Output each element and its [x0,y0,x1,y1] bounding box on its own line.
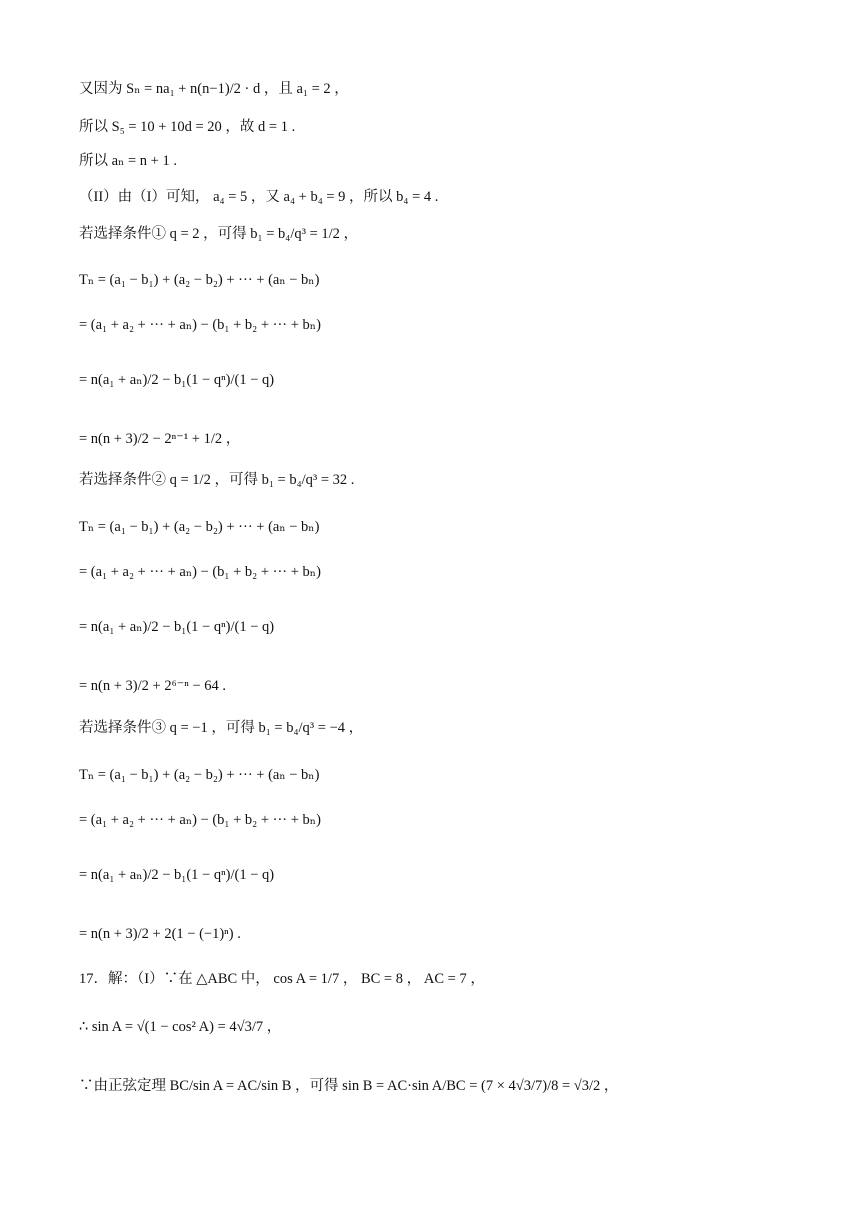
text-line: 所以 aₙ = n + 1 . [79,153,177,169]
text-line: = n(n + 3)/2 + 2⁶⁻ⁿ − 64 . [79,678,227,694]
text-line: 17．解：（I）∵在 △ABC 中， cos A = 1/7 ， BC = 8 ， AC = 7 ， [79,971,485,987]
text-line: = n(n + 3)/2 + 2(1 − (−1)ⁿ) . [79,926,241,942]
text-line: 所以 S₅ = 10 + 10d = 20 ，故 d = 1 . [79,119,296,135]
text-line: = (a₁ + a₂ + ··· + aₙ) − (b₁ + b₂ + ··· + bₙ) [79,317,321,333]
text-line: Tₙ = (a₁ − b₁) + (a₂ − b₂) + ··· + (aₙ − bₙ) [79,272,320,288]
text-line: = n(a₁ + aₙ)/2 − b₁(1 − qⁿ)/(1 − q) [79,867,275,883]
text-line: = n(a₁ + aₙ)/2 − b₁(1 − qⁿ)/(1 − q) [79,619,275,635]
text-line: ∵由正弦定理 BC/sin A = AC/sin B ，可得 sin B = AC·sin A/BC = (7 × 4√3/7)/8 = √3/2 ， [79,1078,619,1094]
text-line: 又因为 Sₙ = na₁ + n(n−1)/2 · d ，且 a₁ = 2 ， [79,81,349,97]
text-line: （II）由（I）可知， a₄ = 5 ，又 a₄ + b₄ = 9 ，所以 b₄ = 4 . [79,189,439,205]
text-line: ∴ sin A = √(1 − cos² A) = 4√3/7 ， [79,1019,282,1035]
text-line: 若选择条件① q = 2 ，可得 b₁ = b₄/q³ = 1/2 ， [79,226,359,242]
text-line: 若选择条件③ q = −1 ，可得 b₁ = b₄/q³ = −4 ， [79,720,364,736]
text-line: = n(a₁ + aₙ)/2 − b₁(1 − qⁿ)/(1 − q) [79,372,275,388]
text-line: Tₙ = (a₁ − b₁) + (a₂ − b₂) + ··· + (aₙ − bₙ) [79,519,320,535]
text-line: 若选择条件② q = 1/2 ，可得 b₁ = b₄/q³ = 32 . [79,472,355,488]
text-line: = (a₁ + a₂ + ··· + aₙ) − (b₁ + b₂ + ··· + bₙ) [79,564,321,580]
text-line: Tₙ = (a₁ − b₁) + (a₂ − b₂) + ··· + (aₙ − bₙ) [79,767,320,783]
text-line: = n(n + 3)/2 − 2ⁿ⁻¹ + 1/2 ， [79,431,241,447]
text-line: = (a₁ + a₂ + ··· + aₙ) − (b₁ + b₂ + ··· + bₙ) [79,812,321,828]
